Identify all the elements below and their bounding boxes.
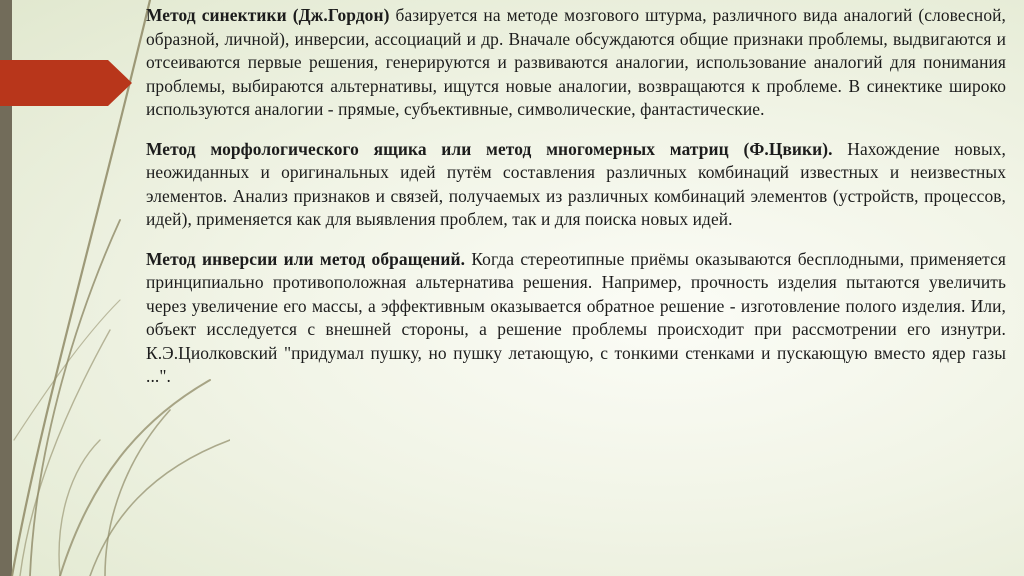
text-inversion: Когда стереотипные приёмы оказываются бесплодными, применяется принципиально противоположная альтернатива решения. Например, прочность изделия пытаются увеличить через увеличение его массы, а эффективным оказывается обратное решение - изготовление полого изделия. Или, объект исследуется с внешней стороны, а решение проблемы происходит при рассмотрении его изнутри. К.Э.Циолковский "придумал пушку, но пушку летающую, с тонкими стенками и пускающую вместо ядер газы ...". xyxy=(146,248,1006,386)
text-morphological-box: Нахождение новых, неожиданных и оригинальных идей путём составления различных комбинаций известных и неизвестных элементов. Анализ признаков и связей, получаемых из различных комбинаций элементов (устройств, процессов, идей), применяется как для выявления проблем, так и для поиска новых идей. xyxy=(146,138,1006,229)
text-synectics: базируется на методе мозгового штурма, различного вида аналогий (словесной, образной, личной), инверсии, ассоциаций и др. Вначале обсуждаются общие признаки проблемы, выдвигаются и отсеиваются первые решения, генерируются и развиваются аналогии, использование аналогий для понимания проблемы, выбираются альтернативы, ищутся новые аналогии, возвращаются к проблеме. В синектике широко используются аналогии - прямые, субъективные, символические, фантастические. xyxy=(146,5,1006,119)
accent-arrow xyxy=(0,60,132,106)
paragraph-synectics xyxy=(146,4,1006,122)
heading-inversion: Метод инверсии или метод обращений. xyxy=(146,248,466,269)
paragraph-inversion xyxy=(146,248,1006,389)
heading-synectics: Метод синектики (Дж.Гордон) xyxy=(146,5,390,25)
paragraph-morphological-box xyxy=(146,138,1006,232)
heading-morphological-box: Метод морфологического ящика или метод многомерных матриц (Ф.Цвики). xyxy=(146,138,833,159)
slide-content xyxy=(146,4,1006,405)
